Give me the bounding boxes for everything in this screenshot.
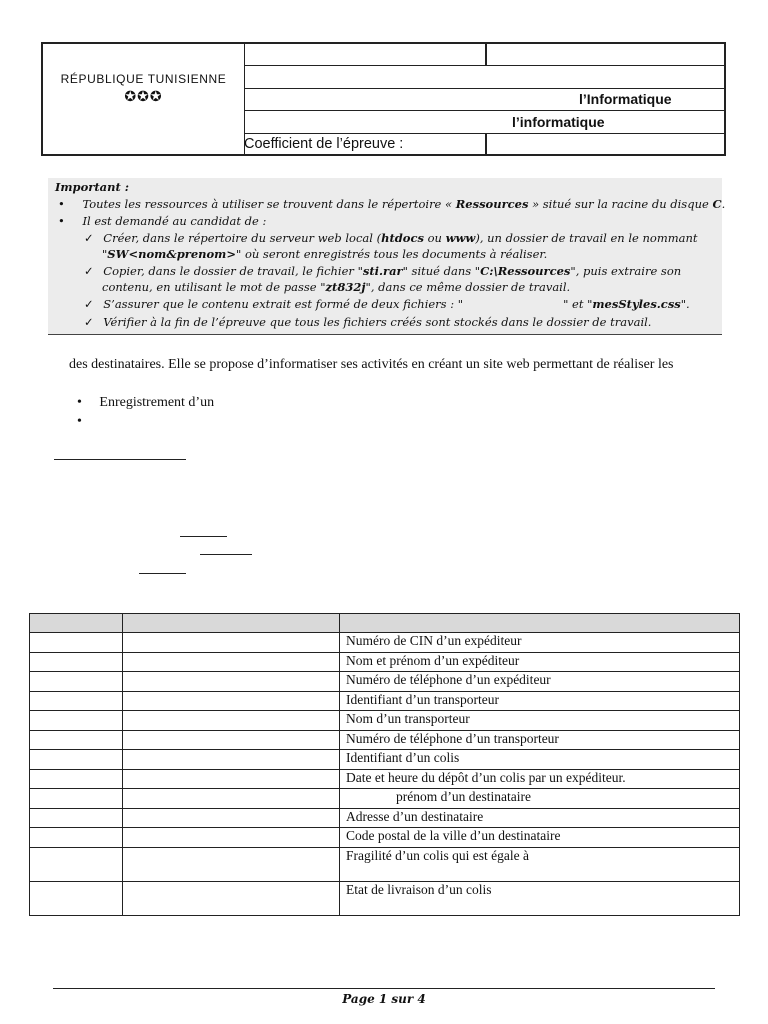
header-cell-2 xyxy=(123,614,340,633)
important-title: Important : xyxy=(55,180,130,194)
description-cell xyxy=(340,789,740,809)
table-row xyxy=(30,828,740,848)
text: Créer, dans le répertoire du serveur web local ( xyxy=(103,231,382,245)
header-cell-3 xyxy=(340,614,740,633)
heading-underline xyxy=(200,554,252,555)
table-header-row xyxy=(30,614,740,633)
list-item xyxy=(77,395,214,411)
bullet-dot: • xyxy=(77,414,82,429)
text: mesStyles.css xyxy=(592,297,681,311)
check-item-3 xyxy=(84,296,690,312)
bullet-dot: • xyxy=(58,214,65,228)
bullet-resources xyxy=(58,196,725,212)
text: C xyxy=(712,197,722,211)
description-cell: Identifiant d’un colis xyxy=(340,750,740,770)
text: " et " xyxy=(563,297,593,311)
heading-underline xyxy=(180,536,227,537)
page-number: Page 1 sur 4 xyxy=(342,992,426,1006)
subject-label: l’Informatique xyxy=(579,91,672,107)
text: ". xyxy=(680,297,690,311)
table-row xyxy=(30,730,740,750)
text: zt832j xyxy=(325,280,366,294)
text: sti.rar xyxy=(362,264,403,278)
table-row xyxy=(30,808,740,828)
institution-cell xyxy=(43,44,245,154)
table-row xyxy=(30,789,740,809)
text: prénom d’un destinataire xyxy=(396,789,531,804)
bullet-candidat xyxy=(58,213,266,229)
description-cell: Etat de livraison d’un colis xyxy=(340,881,740,915)
description-cell: Numéro de téléphone d’un transporteur xyxy=(340,730,740,750)
text: Toutes les ressources à utiliser se trouvent dans le répertoire « xyxy=(82,197,456,211)
table-row xyxy=(30,769,740,789)
description-cell: Code postal de la ville d’un destinataire xyxy=(340,828,740,848)
table-row xyxy=(30,881,740,915)
text: htdocs xyxy=(381,231,424,245)
description-cell: Numéro de CIN d’un expéditeur xyxy=(340,633,740,653)
text: " xyxy=(102,247,108,261)
table-row xyxy=(30,652,740,672)
check-icon: ✓ xyxy=(84,231,94,245)
description-cell: Identifiant d’un transporteur xyxy=(340,691,740,711)
check-item-1 xyxy=(84,230,698,246)
exam-header xyxy=(41,42,726,156)
check-item-1-cont xyxy=(102,246,547,262)
text: ou xyxy=(423,231,446,245)
text: S’assurer que le contenu extrait est formé de deux fichiers : " xyxy=(103,297,464,311)
description-cell: Nom d’un transporteur xyxy=(340,711,740,731)
text: Enregistrement d’un xyxy=(99,395,215,410)
table-row xyxy=(30,672,740,692)
text: Il est demandé au candidat de : xyxy=(82,214,267,228)
text: Copier, dans le dossier de travail, le fichier " xyxy=(103,264,363,278)
description-cell: Fragilité d’un colis qui est égale à xyxy=(340,847,740,881)
description-cell: Nom et prénom d’un expéditeur xyxy=(340,652,740,672)
description-cell: Adresse d’un destinataire xyxy=(340,808,740,828)
section-label: l’informatique xyxy=(512,114,605,130)
check-item-2 xyxy=(84,263,681,279)
check-icon: ✓ xyxy=(84,315,94,329)
check-icon: ✓ xyxy=(84,297,94,311)
republic-label: RÉPUBLIQUE TUNISIENNE xyxy=(60,72,227,86)
text: " situé dans " xyxy=(402,264,481,278)
description-cell: Numéro de téléphone d’un expéditeur xyxy=(340,672,740,692)
check-icon: ✓ xyxy=(84,264,94,278)
table-row xyxy=(30,691,740,711)
text: Ressources xyxy=(455,197,529,211)
text: C:\Ressources xyxy=(480,264,571,278)
intro-paragraph: des destinataires. Elle se propose d’informatiser ses activités en créant un site web permettant de réaliser les xyxy=(69,357,674,372)
header-row-2 xyxy=(244,66,726,89)
list-item xyxy=(77,414,96,430)
bullet-dot: • xyxy=(77,395,82,410)
text: » situé sur la racine du disque xyxy=(528,197,713,211)
text: Vérifier à la fin de l’épreuve que tous les fichiers créés sont stockés dans le dossier de travail. xyxy=(103,315,652,329)
text: ", puis extraire son xyxy=(570,264,682,278)
text: www xyxy=(445,231,476,245)
heading-underline xyxy=(139,573,186,574)
table-row xyxy=(30,711,740,731)
header-row-5-split xyxy=(485,134,487,154)
check-item-4 xyxy=(84,314,651,330)
stars-emblem: ✪✪✪ xyxy=(124,90,163,105)
table-row xyxy=(30,633,740,653)
header-row-1-split xyxy=(485,44,487,66)
header-cell-1 xyxy=(30,614,123,633)
text: " où seront enregistrés tous les documents à réaliser. xyxy=(236,247,548,261)
bullet-dot: • xyxy=(58,197,65,211)
text: ", dans ce même dossier de travail. xyxy=(365,280,571,294)
header-row-4 xyxy=(244,111,726,134)
data-dictionary-table xyxy=(29,613,740,916)
text: ), un dossier de travail en le nommant xyxy=(475,231,698,245)
header-row-3 xyxy=(244,89,726,111)
footer-rule xyxy=(53,988,715,989)
description-cell: Date et heure du dépôt d’un colis par un expéditeur. xyxy=(340,769,740,789)
coefficient-label: Coefficient de l’épreuve : xyxy=(244,136,404,152)
table-row xyxy=(30,847,740,881)
check-item-2-cont xyxy=(102,279,570,295)
heading-underline xyxy=(54,459,186,460)
text: SW<nom&prenom> xyxy=(107,247,236,261)
important-box xyxy=(48,178,726,335)
text: . xyxy=(721,197,726,211)
text: contenu, en utilisant le mot de passe " xyxy=(102,280,326,294)
table-row xyxy=(30,750,740,770)
